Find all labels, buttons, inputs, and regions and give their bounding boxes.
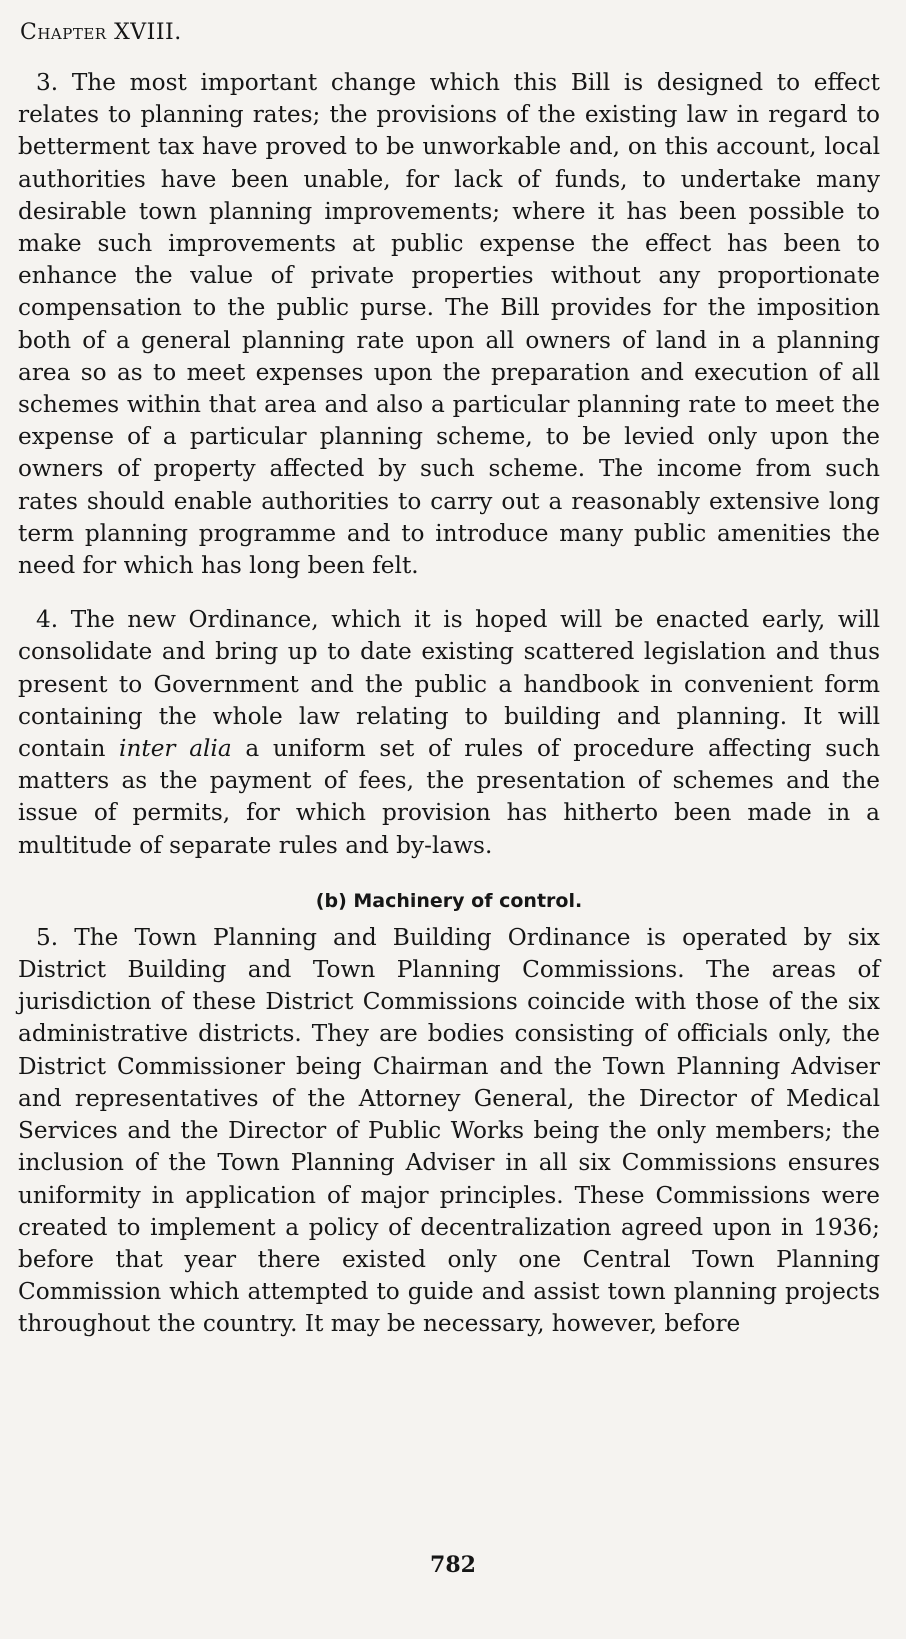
section-heading: (b) Machinery of control. xyxy=(315,889,583,912)
paragraph-4-text-before: 4. The new Ordinance, which it is hoped will be enacted early, will consolidate and bring up to date existing scattered legislation and thus present to Government and the public a handbook in convenient form containing the whole law relating to building and planning. It will contain xyxy=(18,606,880,763)
paragraph-4-italic-phrase: inter alia xyxy=(119,735,232,763)
paragraph-3: 3. The most important change which this Bill is designed to effect relates to planning rates; the provisions of the existing law in regard to betterment tax have proved to be unworkable and, on this account, local authorities have been unable, for lack of funds, to undertake many desirable town planning improvements; where it has been possible to make such improvements at public expense the effect has been to enhance the value of private properties without any proportionate compensation to the public purse. The Bill provides for the imposition both of a general planning rate upon all owners of land in a planning area so as to meet expenses upon the preparation and execution of all schemes within that area and also a particular planning rate to meet the expense of a particular planning scheme, to be levied only upon the owners of property affected by such scheme. The income from such rates should enable authorities to carry out a reasonably extensive long term planning programme and to introduce many public amenities the need for which has long been felt. xyxy=(18,69,880,580)
paragraph-4 xyxy=(18,604,880,862)
chapter-header: Chapter XVIII. xyxy=(20,20,182,45)
page-number: 782 xyxy=(430,1552,476,1578)
paragraph-5: 5. The Town Planning and Building Ordinance is operated by six District Building and Town Planning Commissions. The areas of jurisdiction of these District Commissions coincide with those of the six administrative districts. They are bodies consisting of officials only, the District Commissioner being Chairman and the Town Planning Adviser and representatives of the Attorney General, the Director of Medical Services and the Director of Public Works being the only members; the inclusion of the Town Planning Adviser in all six Commissions ensures uniformity in application of major principles. These Commissions were created to implement a policy of decentralization agreed upon in 1936; before that year there existed only one Central Town Planning Commission which attempted to guide and assist town planning projects throughout the country. It may be necessary, however, before xyxy=(18,923,880,1338)
document-page xyxy=(18,20,880,1620)
paragraph-4-text-after: a uniform set of rules of procedure affecting such matters as the payment of fees, the presentation of schemes and the issue of permits, for which provision has hitherto been made in a multitude of separate rules and by-laws. xyxy=(18,735,880,859)
